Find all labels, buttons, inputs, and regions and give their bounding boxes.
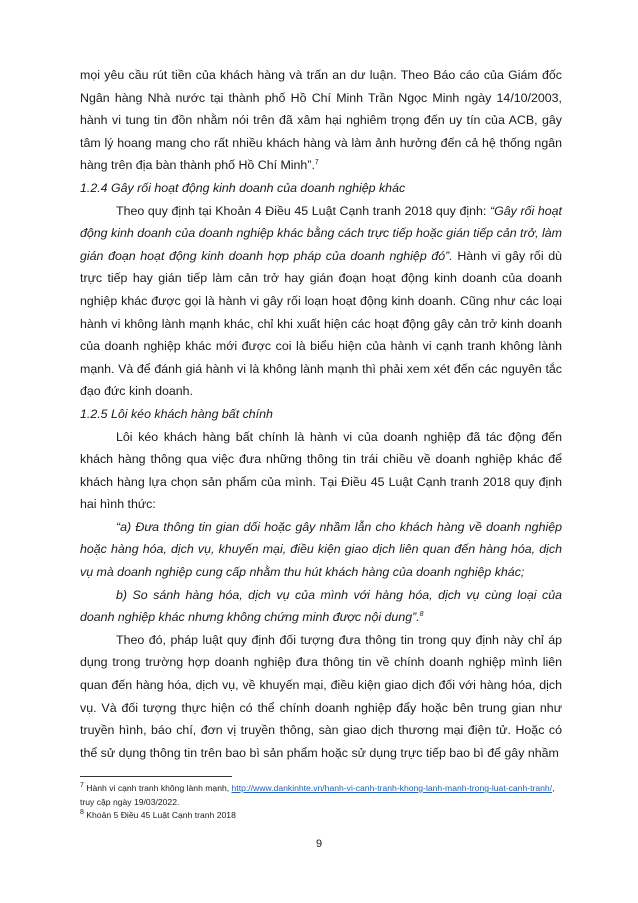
- footnote-text: Hành vi cạnh tranh không lành mạnh,: [83, 783, 232, 793]
- section-heading-1-2-4: 1.2.4 Gây rối hoạt động kinh doanh của doanh nghiệp khác: [80, 180, 406, 195]
- footnote-link[interactable]: http://www.dankinhte.vn/hanh-vi-canh-tranh-khong-lanh-manh-trong-luat-canh-tranh/: [231, 783, 553, 793]
- footnote-ref-8[interactable]: 8: [419, 611, 424, 619]
- paragraph-customer-luring: Lôi kéo khách hàng bất chính là hành vi của doanh nghiệp đã tác động đến khách hàng thông qua việc đưa những thông tin trái chiều về doanh nghiệp khác để khách hàng lựa chọn sản phẩm của mình. Tại Điều 45 Luật Cạnh tranh 2018 quy định hai hình thức:: [80, 429, 562, 512]
- paragraph-rest: Hành vi gây rối dù trực tiếp hay gián tiếp làm cản trở hay gián đoạn hoạt động kinh doanh của doanh nghiệp khác được gọi là hành vi gây rối loạn hoạt động kinh doanh. Cũng như các loại hành vi không lành mạnh khác, chỉ khi xuất hiện các hoạt động gây cản trở kinh doanh của doanh nghiệp khác mới được coi là biểu hiện của hành vi cạnh tranh không lành mạnh. Và để đánh giá hành vi là không lành mạnh thì phải xem xét đến các nguyên tắc đạo đức kinh doanh.: [80, 248, 562, 399]
- footnote-number: 8: [80, 809, 84, 817]
- footnote-access-date: , truy cập ngày 19/03/2022.: [80, 783, 555, 807]
- section-heading-1-2-5: 1.2.5 Lôi kéo khách hàng bất chính: [80, 406, 273, 421]
- paragraph-text: mọi yêu cầu rút tiền của khách hàng và trấn an dư luận. Theo Báo cáo của Giám đốc Ngân hàng Nhà nước tại thành phố Hồ Chí Minh Trần Ngọc Minh ngày 14/10/2003, hành vi tung tin đồn nhằm nói trên đã xâm hại nghiêm trọng đến uy tín của ACB, gây tâm lý hoang mang cho rất nhiều khách hàng và làm ảnh hưởng đến cả hệ thống ngân hàng trên địa bàn thành phố Hồ Chí Minh”.: [80, 68, 562, 173]
- paragraph-information-scope: Theo đó, pháp luật quy định đối tượng đưa thông tin trong quy định này chỉ áp dụng trong trường hợp doanh nghiệp đưa thông tin về chính doanh nghiệp mình liên quan đến hàng hóa, dịch vụ, về khuyến mại, điều kiện giao dịch đối với hàng hóa, dịch vụ. Và đối tượng thực hiện có thể chính doanh nghiệp đẩy hoặc bên trung gian như truyền hình, báo chí, đơn vị truyền thông, sàn giao dịch thương mại điện tử. Hoặc có thể sử dụng thông tin trên bao bì sản phẩm hoặc sử dụng trực tiếp bao bì để gây nhầm: [80, 632, 562, 760]
- page-number: 9: [315, 838, 323, 850]
- footnote-ref-7[interactable]: 7: [314, 159, 319, 167]
- footnote-number: 7: [80, 782, 84, 790]
- legal-clause-a: “a) Đưa thông tin gian dối hoặc gây nhầm lẫn cho khách hàng về doanh nghiệp hoặc hàng hóa, dịch vụ, khuyến mại, điều kiện giao dịch liên quan đến hàng hóa, dịch vụ mà doanh nghiệp cung cấp nhằm thu hút khách hàng của doanh nghiệp khác;: [80, 519, 562, 580]
- footnote-8: [80, 809, 562, 823]
- paragraph-disruption: [80, 200, 562, 403]
- footnote-divider: [80, 776, 232, 777]
- paragraph-acb-rumor: [80, 64, 562, 177]
- footnote-7: [80, 782, 562, 809]
- legal-clause-b: [80, 584, 562, 629]
- clause-text: b) So sánh hàng hóa, dịch vụ của mình với hàng hóa, dịch vụ cùng loại của doanh nghiệp khác nhưng không chứng minh được nội dung”.: [80, 587, 562, 625]
- body-text: [80, 64, 562, 764]
- paragraph-lead: Theo quy định tại Khoản 4 Điều 45 Luật Cạnh tranh 2018 quy định:: [116, 203, 490, 218]
- footnotes: [80, 782, 562, 823]
- footnote-text: Khoản 5 Điều 45 Luật Cạnh tranh 2018: [83, 810, 236, 820]
- legal-quote: “Gây rối hoạt động kinh doanh của doanh nghiệp khác bằng cách trực tiếp hoặc gián tiếp cản trở, làm gián đoạn hoạt động kinh doanh hợp pháp của doanh nghiệp đó”.: [80, 203, 562, 263]
